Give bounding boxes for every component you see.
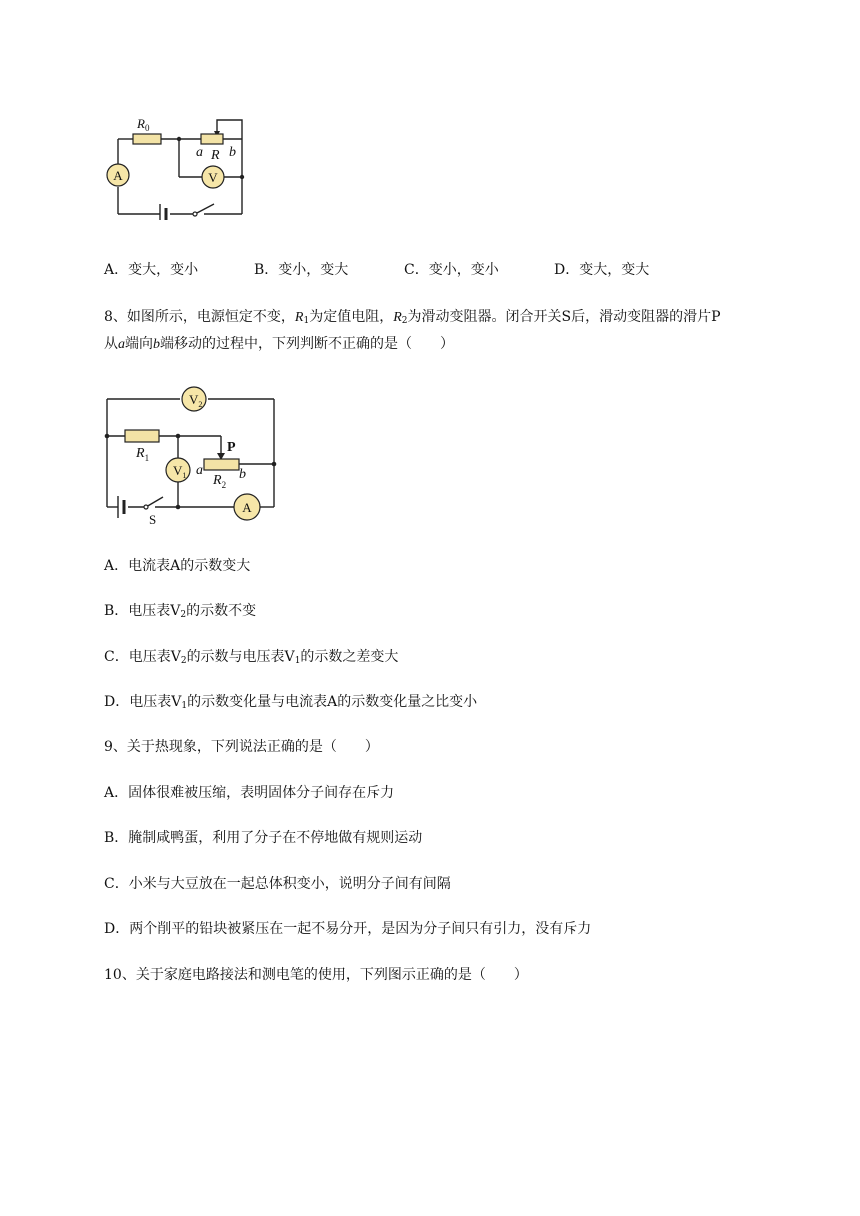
circuit-diagram-q8: [100, 382, 286, 526]
voltmeter-label: V: [208, 170, 218, 185]
q7-option-d[interactable]: D．变大，变大: [554, 262, 650, 278]
q7-option-a[interactable]: A．变大，变小: [104, 262, 199, 278]
ammeter-label: A: [113, 168, 123, 183]
label-s: S: [149, 512, 157, 526]
q7-option-c[interactable]: C．变小，变小: [404, 262, 499, 278]
q8-stem-line1: 8、如图所示，电源恒定不变，$R_1$为定值电阻，$R_2$为滑动变阻器。闭合开关S后，滑动变阻器的滑片P: [104, 309, 721, 326]
q8-option-d[interactable]: D．电压表$V_1$的示数变化量与电流表A的示数变化量之比变小: [104, 694, 478, 711]
label-r1: $R_1$: [136, 446, 150, 463]
q9-option-b[interactable]: B．腌制咸鸭蛋，利用了分子在不停地做有规则运动: [104, 830, 423, 846]
rheostat-r2: [204, 459, 239, 470]
label-b: b: [239, 467, 246, 482]
q9-option-a[interactable]: A．固体很难被压缩，表明固体分子间存在斥力: [104, 785, 395, 801]
label-a: a: [196, 463, 203, 478]
q7-options: [104, 260, 649, 280]
voltmeter-v2-label: $V_2$: [189, 392, 203, 409]
label-p: P: [227, 440, 236, 455]
q9-option-c[interactable]: C．小米与大豆放在一起总体积变小，说明分子间有间隔: [104, 876, 451, 892]
label-r0: $R_0$: [137, 116, 150, 133]
q7-option-b[interactable]: B．变小，变大: [254, 262, 349, 278]
label-b: b: [229, 145, 236, 160]
q8-option-b[interactable]: B．电压表$V_2$的示数不变: [104, 603, 257, 620]
label-a: a: [196, 145, 203, 160]
resistor-r1: [125, 430, 159, 442]
ammeter-label: A: [242, 500, 252, 515]
q8-option-c[interactable]: C．电压表$V_2$的示数与电压表$V_1$的示数之差变大: [104, 649, 399, 666]
q8-option-a[interactable]: A．电流表A的示数变大: [104, 558, 251, 574]
circuit-diagram-q7: [100, 108, 260, 220]
rheostat-r: [201, 134, 223, 144]
label-r: R: [211, 148, 220, 163]
label-r2: $R_2$: [213, 473, 227, 490]
voltmeter-v1-label: $V_1$: [173, 463, 187, 480]
resistor-r0: [133, 134, 161, 144]
q10-stem: 10、关于家庭电路接法和测电笔的使用，下列图示正确的是（ ）: [104, 967, 528, 983]
q9-option-d[interactable]: D．两个削平的铅块被紧压在一起不易分开，是因为分子间只有引力，没有斥力: [104, 921, 592, 937]
q8-stem-line2: 从a端向b端移动的过程中，下列判断不正确的是（ ）: [104, 336, 454, 352]
q9-stem: 9、关于热现象，下列说法正确的是（ ）: [104, 739, 379, 755]
